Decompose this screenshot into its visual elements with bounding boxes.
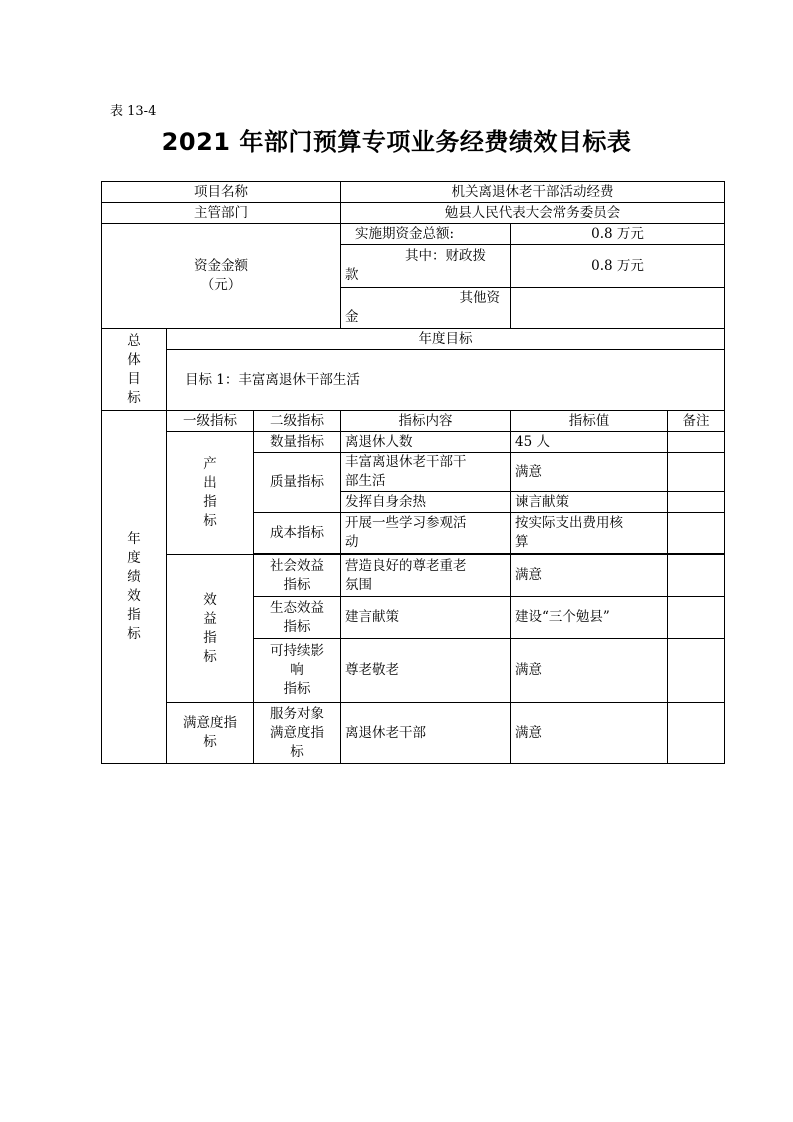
level1-header: 一级指标 (167, 411, 254, 432)
overall-goal-header-row (102, 329, 725, 350)
other-funds-label-line1: 其他资 (459, 290, 500, 306)
satisfaction-level1-line2: 标 (203, 734, 217, 750)
eco-value: 建设“三个勉县” (511, 597, 668, 639)
sustain-label-line2: 响 (290, 662, 304, 678)
sustain-label-line3: 指标 (283, 681, 311, 697)
indicator-header-row (102, 411, 725, 432)
fiscal-funds-label-line1: 其中：财政拨 (405, 248, 486, 264)
benefit-label-char: 指 (203, 629, 217, 646)
overall-label-char: 体 (127, 351, 141, 368)
social-content-line2: 氛围 (345, 576, 372, 593)
funds-unit: （元） (200, 277, 242, 293)
output-label-char: 产 (203, 456, 217, 472)
cost-content-line1: 开展一些学习参观活 (345, 515, 467, 531)
benefit-label-char: 效 (203, 591, 217, 608)
value-header: 指标值 (511, 411, 668, 432)
cost-indicator-label: 成本指标 (254, 513, 341, 554)
annual-indicators-label (102, 411, 167, 764)
overall-goal-label (102, 329, 167, 411)
social-content (341, 555, 511, 597)
fiscal-funds-value: 0.8 万元 (511, 245, 725, 288)
quality-note-2 (668, 492, 725, 513)
cost-value-line1: 按实际支出费用核 (515, 515, 623, 531)
funds-total-row (102, 224, 725, 245)
satisfaction-value: 满意 (511, 703, 668, 764)
indicators-label-char: 效 (127, 588, 141, 604)
fiscal-funds-label (341, 245, 511, 288)
satisfaction-level2-line2: 满意度指 (270, 724, 324, 741)
indicators-label-char: 标 (127, 626, 141, 642)
quality-content-1 (341, 453, 511, 492)
indicators-label-char: 年 (127, 531, 141, 547)
quality-content-1-line2: 部生活 (345, 473, 386, 489)
fiscal-funds-label-line2: 款 (345, 267, 359, 283)
indicators-label-char: 绩 (127, 569, 141, 585)
project-name-value: 机关离退休老干部活动经费 (341, 182, 725, 203)
quality-content-1-line1: 丰富离退休老干部干 (345, 454, 467, 470)
sustain-indicator-label (254, 639, 341, 703)
sustain-label-line1: 可持续影 (270, 643, 324, 659)
benefit-label-char: 益 (203, 610, 217, 627)
content-header: 指标内容 (341, 411, 511, 432)
output-label-char: 标 (203, 513, 217, 529)
other-funds-label-line2: 金 (345, 309, 359, 325)
social-note (668, 555, 725, 597)
department-label: 主管部门 (102, 203, 341, 224)
satisfaction-indicator-label (167, 703, 254, 764)
funds-label-text: 资金金额 (194, 258, 248, 274)
overall-goal-row (102, 350, 725, 411)
social-content-line1: 营造良好的尊老重老 (345, 557, 467, 574)
annual-goal-text: 目标 1：丰富离退休干部生活 (167, 350, 725, 411)
output-label-char: 出 (203, 475, 217, 491)
overall-label-char: 标 (127, 389, 141, 406)
table-row (102, 703, 725, 764)
page-title: 2021 年部门预算专项业务经费绩效目标表 (161, 128, 632, 156)
eco-label-line2: 指标 (283, 618, 311, 635)
overall-label-char: 目 (127, 370, 141, 387)
table-number: 表 13-4 (110, 104, 157, 119)
quality-note-1 (668, 453, 725, 492)
project-name-label: 项目名称 (102, 182, 341, 203)
table-row (102, 432, 725, 453)
project-name-row (102, 182, 725, 203)
social-label-line2: 指标 (283, 576, 311, 593)
sustain-note (668, 639, 725, 703)
output-indicator-label (167, 432, 254, 555)
cost-content-line2: 动 (345, 534, 359, 550)
cost-content (341, 513, 511, 554)
other-funds-label (341, 288, 511, 329)
cost-value (511, 513, 668, 554)
other-funds-value (511, 288, 725, 329)
eco-indicator-label (254, 597, 341, 639)
note-header: 备注 (668, 411, 725, 432)
cost-value-line2: 算 (515, 534, 529, 550)
performance-target-table (101, 181, 725, 764)
social-indicator-label (254, 555, 341, 597)
satisfaction-content: 离退休老干部 (341, 703, 511, 764)
service-satisfaction-label (254, 703, 341, 764)
satisfaction-level1-line1: 满意度指 (183, 715, 237, 731)
quality-value-1: 满意 (511, 453, 668, 492)
total-funds-value: 0.8 万元 (511, 224, 725, 245)
cost-note (668, 513, 725, 554)
quantity-value: 45 人 (511, 432, 668, 453)
quality-content-2: 发挥自身余热 (341, 492, 511, 513)
eco-label-line1: 生态效益 (270, 599, 324, 616)
satisfaction-level2-line1: 服务对象 (270, 705, 324, 722)
level2-header: 二级指标 (254, 411, 341, 432)
quantity-note (668, 432, 725, 453)
indicators-label-char: 指 (127, 607, 141, 623)
sustain-value: 满意 (511, 639, 668, 703)
funds-label (102, 224, 341, 329)
satisfaction-level2-line3: 标 (290, 743, 304, 760)
benefit-label-char: 标 (203, 648, 217, 665)
quantity-content: 离退休人数 (341, 432, 511, 453)
satisfaction-note (668, 703, 725, 764)
output-label-char: 指 (203, 494, 217, 510)
department-row (102, 203, 725, 224)
quantity-indicator-label: 数量指标 (254, 432, 341, 453)
social-value: 满意 (511, 555, 668, 597)
eco-content: 建言献策 (341, 597, 511, 639)
social-label-line1: 社会效益 (270, 557, 324, 574)
eco-note (668, 597, 725, 639)
overall-label-char: 总 (127, 332, 141, 349)
table-row (102, 555, 725, 597)
sustain-content: 尊老敬老 (341, 639, 511, 703)
quality-value-2: 谏言献策 (511, 492, 668, 513)
total-funds-label: 实施期资金总额: (341, 224, 511, 245)
department-value: 勉县人民代表大会常务委员会 (341, 203, 725, 224)
quality-indicator-label: 质量指标 (254, 453, 341, 513)
annual-goal-header: 年度目标 (167, 329, 725, 350)
indicators-label-char: 度 (127, 550, 141, 566)
benefit-indicator-label (167, 555, 254, 703)
